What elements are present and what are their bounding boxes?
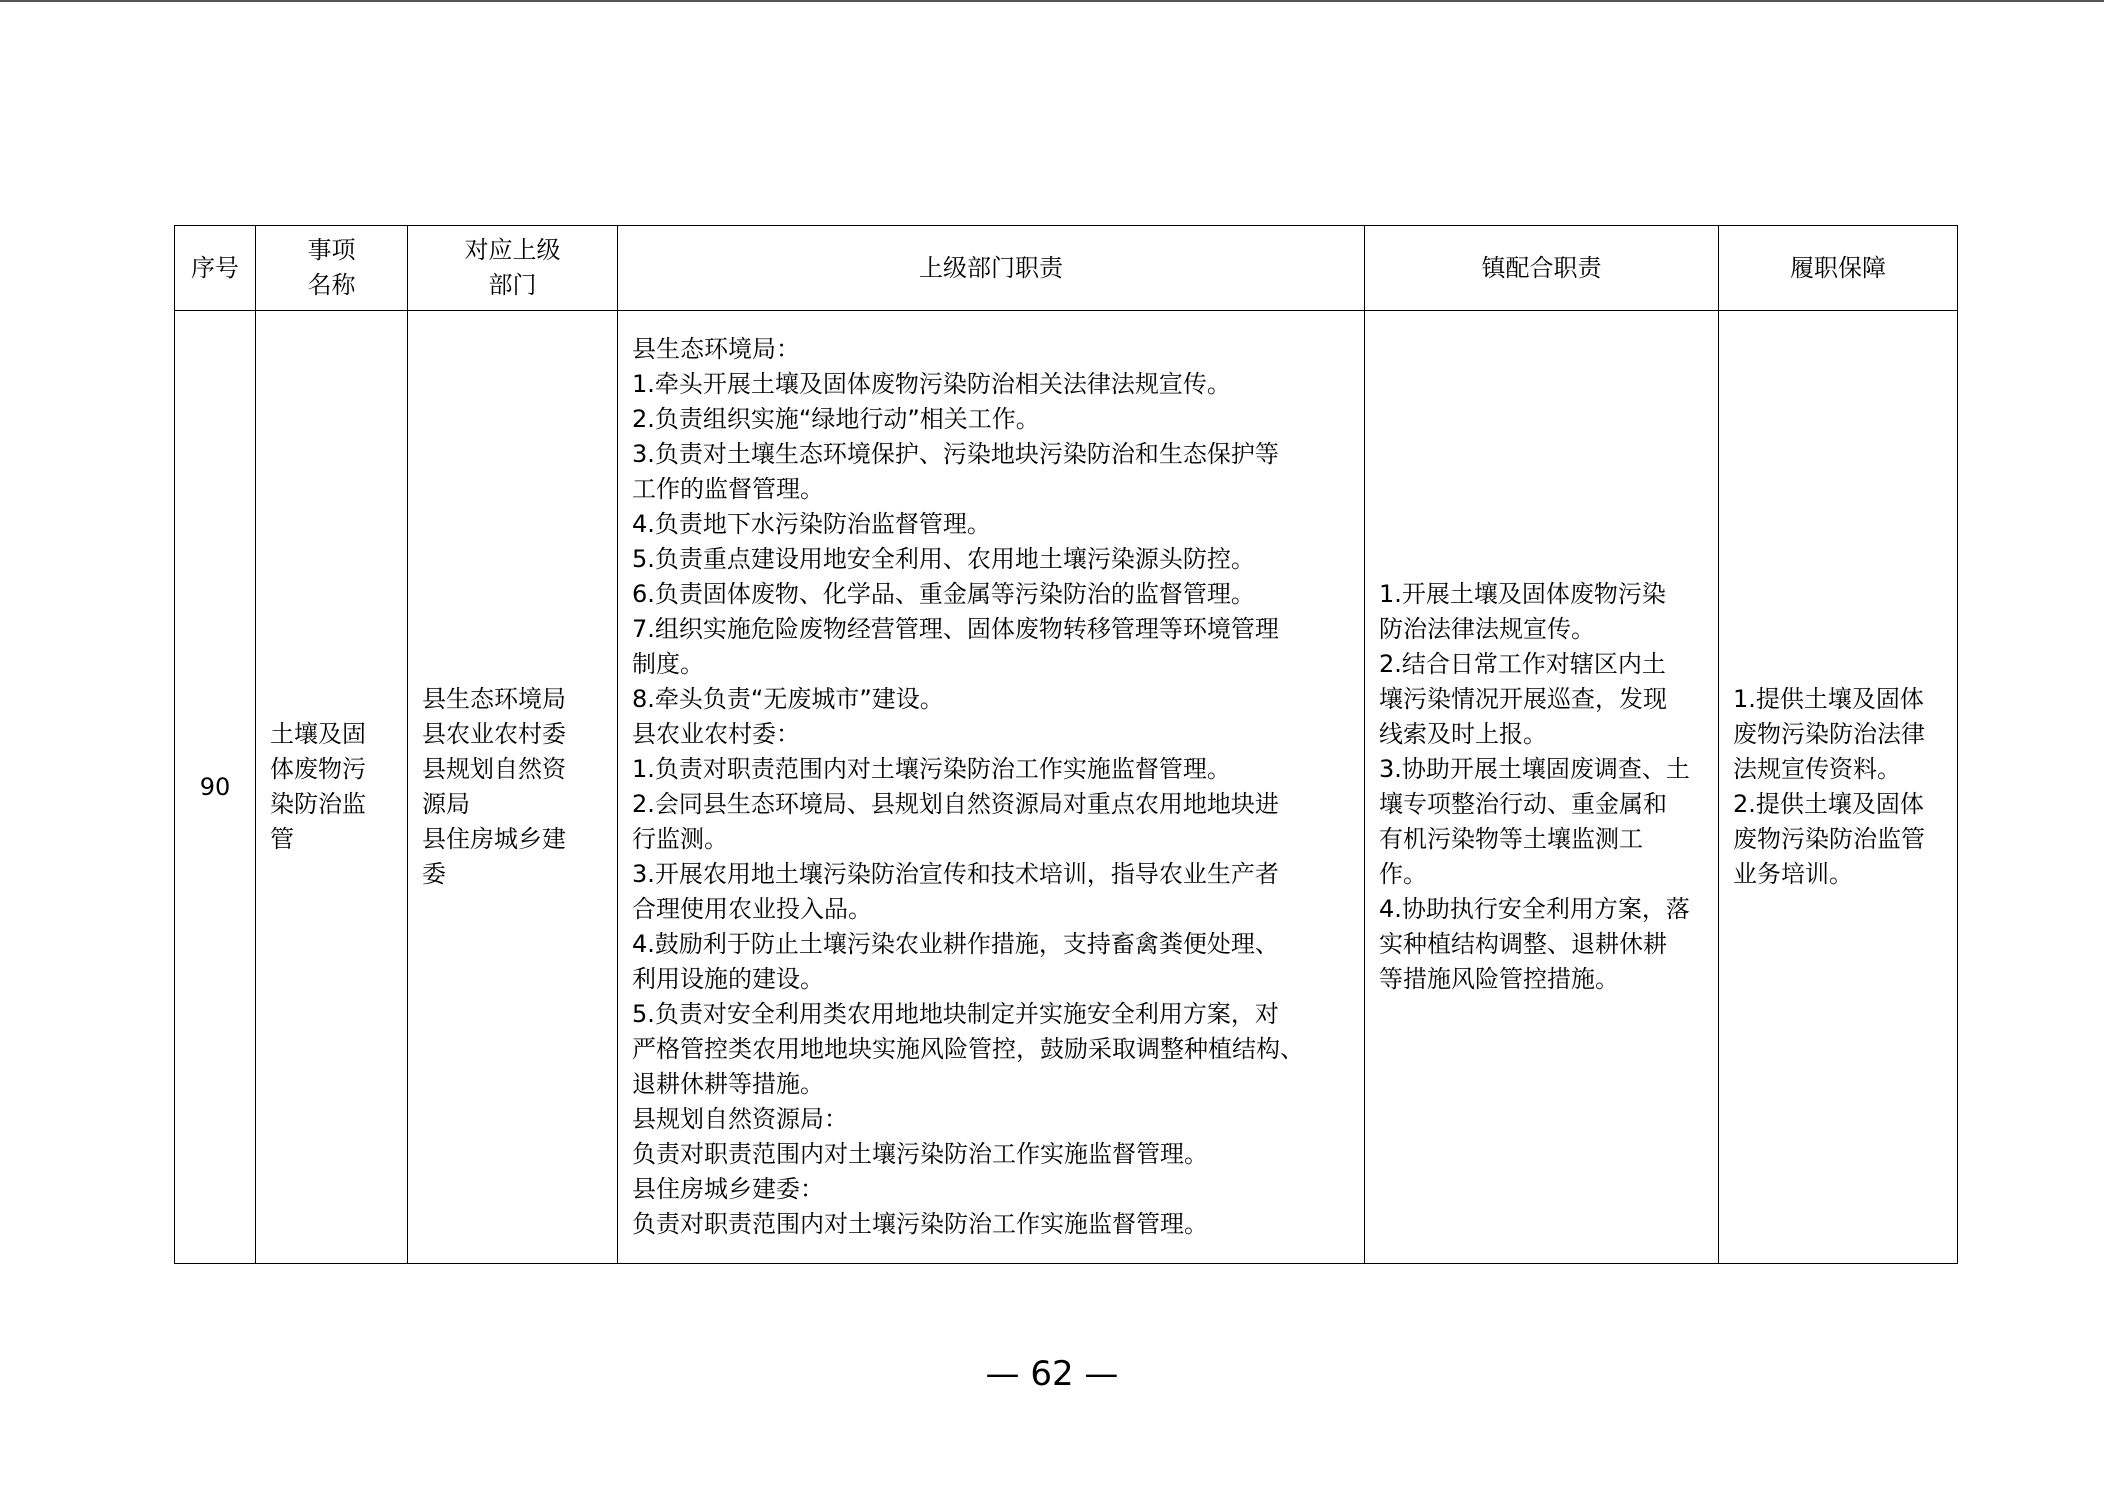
cell-text-line: 3.开展农用地土壤污染防治宣传和技术培训，指导农业生产者 bbox=[632, 860, 1279, 888]
row-seq-cell: 90 bbox=[175, 311, 256, 1264]
row-item-name-cell bbox=[256, 311, 408, 1264]
cell-text-line: 工作的监督管理。 bbox=[632, 475, 824, 503]
cell-text-line: 2.提供土壤及固体 bbox=[1733, 790, 1924, 818]
cell-text-line: 实种植结构调整、退耕休耕 bbox=[1379, 930, 1667, 958]
cell-text-line: 4.协助执行安全利用方案，落 bbox=[1379, 895, 1690, 923]
table-row bbox=[175, 311, 1958, 1264]
cell-text-line: 3.负责对土壤生态环境保护、污染地块污染防治和生态保护等 bbox=[632, 440, 1279, 468]
header-dept-line: 对应上级 bbox=[464, 236, 561, 264]
table-header-row bbox=[175, 226, 1958, 311]
cell-text-line: 4.鼓励利于防止土壤污染农业耕作措施，支持畜禽粪便处理、 bbox=[632, 930, 1279, 958]
header-seq: 序号 bbox=[175, 226, 256, 311]
cell-text-line: 废物污染防治法律 bbox=[1733, 720, 1925, 748]
cell-text-line: 体废物污 bbox=[270, 755, 366, 783]
cell-text-line: 6.负责固体废物、化学品、重金属等污染防治的监督管理。 bbox=[632, 580, 1255, 608]
cell-text-line: 2.负责组织实施“绿地行动”相关工作。 bbox=[632, 405, 1040, 433]
cell-text-line: 5.负责重点建设用地安全利用、农用地土壤污染源头防控。 bbox=[632, 545, 1255, 573]
cell-text-line: 县规划自然资源局： bbox=[632, 1105, 848, 1133]
cell-text-line: 壤专项整治行动、重金属和 bbox=[1379, 790, 1667, 818]
cell-text-line: 源局 bbox=[422, 790, 470, 818]
row-guarantee-cell bbox=[1719, 311, 1958, 1264]
cell-text-line: 负责对职责范围内对土壤污染防治工作实施监督管理。 bbox=[632, 1140, 1208, 1168]
cell-text-line: 严格管控类农用地地块实施风险管控，鼓励采取调整种植结构、 bbox=[632, 1035, 1304, 1063]
cell-text-line: 退耕休耕等措施。 bbox=[632, 1070, 824, 1098]
header-guarantee: 履职保障 bbox=[1719, 226, 1958, 311]
cell-text-line: 管 bbox=[270, 825, 294, 853]
cell-text-line: 等措施风险管控措施。 bbox=[1379, 965, 1619, 993]
cell-text-line: 1.负责对职责范围内对土壤污染防治工作实施监督管理。 bbox=[632, 755, 1231, 783]
cell-text-line: 1.牵头开展土壤及固体废物污染防治相关法律法规宣传。 bbox=[632, 370, 1231, 398]
cell-text-line: 7.组织实施危险废物经营管理、固体废物转移管理等环境管理 bbox=[632, 615, 1279, 643]
cell-text-line: 废物污染防治监管 bbox=[1733, 825, 1925, 853]
cell-text-line: 作。 bbox=[1379, 860, 1427, 888]
cell-text-line: 制度。 bbox=[632, 650, 704, 678]
header-item-name-line: 事项 bbox=[307, 236, 356, 264]
cell-text-line: 1.开展土壤及固体废物污染 bbox=[1379, 580, 1666, 608]
header-dept-line: 部门 bbox=[488, 271, 537, 299]
cell-text-line: 县农业农村委 bbox=[422, 720, 566, 748]
cell-text-line: 利用设施的建设。 bbox=[632, 965, 824, 993]
cell-text-line: 4.负责地下水污染防治监督管理。 bbox=[632, 510, 991, 538]
header-item-name-line: 名称 bbox=[307, 271, 356, 299]
cell-text-line: 染防治监 bbox=[270, 790, 366, 818]
cell-text-line: 行监测。 bbox=[632, 825, 728, 853]
top-border-line bbox=[0, 0, 2104, 2]
row-dept-cell bbox=[408, 311, 618, 1264]
cell-text-line: 县生态环境局： bbox=[632, 335, 800, 363]
cell-text-line: 县农业农村委： bbox=[632, 720, 800, 748]
cell-text-line: 线索及时上报。 bbox=[1379, 720, 1547, 748]
row-upper-duty-cell bbox=[618, 311, 1365, 1264]
cell-text-line: 1.提供土壤及固体 bbox=[1733, 685, 1924, 713]
cell-text-line: 5.负责对安全利用类农用地地块制定并实施安全利用方案，对 bbox=[632, 1000, 1279, 1028]
cell-text-line: 委 bbox=[422, 860, 446, 888]
cell-text-line: 负责对职责范围内对土壤污染防治工作实施监督管理。 bbox=[632, 1210, 1208, 1238]
page-number: — 62 — bbox=[985, 1354, 1119, 1394]
header-dept bbox=[408, 226, 618, 311]
header-town-duty: 镇配合职责 bbox=[1365, 226, 1719, 311]
header-upper-duty: 上级部门职责 bbox=[618, 226, 1365, 311]
cell-text-line: 2.结合日常工作对辖区内土 bbox=[1379, 650, 1666, 678]
cell-text-line: 3.协助开展土壤固废调查、土 bbox=[1379, 755, 1690, 783]
cell-text-line: 有机污染物等土壤监测工 bbox=[1379, 825, 1643, 853]
row-town-duty-cell bbox=[1365, 311, 1719, 1264]
cell-text-line: 县住房城乡建 bbox=[422, 825, 566, 853]
cell-text-line: 业务培训。 bbox=[1733, 860, 1853, 888]
cell-text-line: 县生态环境局 bbox=[422, 685, 566, 713]
cell-text-line: 2.会同县生态环境局、县规划自然资源局对重点农用地地块进 bbox=[632, 790, 1279, 818]
cell-text-line: 8.牵头负责“无废城市”建设。 bbox=[632, 685, 944, 713]
cell-text-line: 县规划自然资 bbox=[422, 755, 566, 783]
cell-text-line: 法规宣传资料。 bbox=[1733, 755, 1901, 783]
cell-text-line: 合理使用农业投入品。 bbox=[632, 895, 872, 923]
header-item-name bbox=[256, 226, 408, 311]
duty-table bbox=[174, 225, 1958, 1264]
cell-text-line: 防治法律法规宣传。 bbox=[1379, 615, 1595, 643]
cell-text-line: 土壤及固 bbox=[270, 720, 366, 748]
cell-text-line: 县住房城乡建委： bbox=[632, 1175, 824, 1203]
cell-text-line: 壤污染情况开展巡查，发现 bbox=[1379, 685, 1667, 713]
